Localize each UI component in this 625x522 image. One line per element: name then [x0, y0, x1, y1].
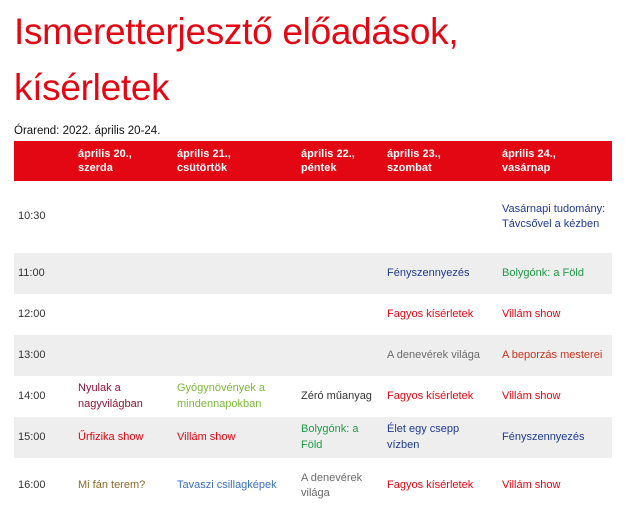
schedule-row — [14, 417, 612, 458]
schedule-cell — [498, 458, 612, 514]
time-column-header — [14, 141, 74, 181]
schedule-cell — [297, 458, 383, 514]
schedule-cell — [297, 417, 383, 458]
schedule-cell — [297, 253, 383, 294]
schedule-cell — [383, 458, 498, 514]
day-header: április 24., vasárnap — [498, 141, 612, 181]
event-link[interactable]: Bolygónk: a Föld — [301, 423, 359, 451]
schedule-cell — [74, 253, 173, 294]
schedule-table — [14, 141, 612, 514]
event-link[interactable]: Tavaszi csillagképek — [177, 479, 277, 492]
time-cell: 14:00 — [18, 389, 46, 402]
schedule-body — [14, 181, 612, 514]
schedule-cell — [74, 376, 173, 417]
event-link[interactable]: Villám show — [177, 430, 236, 443]
day-header: április 23., szombat — [383, 141, 498, 181]
schedule-cell — [74, 294, 173, 335]
event-link[interactable]: Villám show — [502, 479, 561, 492]
schedule-cell — [297, 376, 383, 417]
schedule-header-row — [14, 141, 612, 181]
schedule-row — [14, 335, 612, 376]
schedule-cell — [74, 417, 173, 458]
day-header: április 22., péntek — [297, 141, 383, 181]
schedule-cell — [498, 253, 612, 294]
event-link[interactable]: Villám show — [502, 389, 561, 402]
schedule-cell — [173, 253, 297, 294]
schedule-row — [14, 458, 612, 514]
event-link[interactable]: Nyulak a nagyvilágban — [78, 382, 143, 410]
schedule-cell — [383, 376, 498, 417]
schedule-cell — [383, 294, 498, 335]
schedule-cell — [383, 253, 498, 294]
event-link[interactable]: Mi fán terem? — [78, 479, 146, 492]
schedule-row — [14, 376, 612, 417]
event-link[interactable]: Fényszennyezés — [387, 266, 470, 279]
schedule-row — [14, 294, 612, 335]
event-link[interactable]: Fényszennyezés — [502, 430, 585, 443]
schedule-cell — [498, 417, 612, 458]
event-link[interactable]: Vasárnapi tudomány: Távcsővel a kézben — [502, 202, 606, 230]
time-cell: 16:00 — [18, 479, 46, 492]
schedule-row — [14, 181, 612, 253]
event-link[interactable]: A denevérek világa — [387, 348, 480, 361]
schedule-cell — [173, 376, 297, 417]
schedule-cell — [498, 376, 612, 417]
schedule-row — [14, 253, 612, 294]
event-link[interactable]: Bolygónk: a Föld — [502, 266, 584, 279]
schedule-cell — [173, 335, 297, 376]
schedule-cell — [297, 294, 383, 335]
event-link[interactable]: Fagyos kísérletek — [387, 479, 474, 492]
schedule-cell — [173, 417, 297, 458]
time-cell: 13:00 — [14, 335, 74, 376]
time-cell: 15:00 — [14, 417, 74, 458]
schedule-caption: Órarend: 2022. április 20-24. — [14, 125, 161, 137]
schedule-cell — [74, 335, 173, 376]
schedule-cell — [383, 417, 498, 458]
schedule-cell — [297, 181, 383, 253]
event-link[interactable]: Űrfizika show — [78, 430, 144, 443]
time-cell: 12:00 — [18, 307, 46, 320]
event-link[interactable]: Villám show — [502, 307, 561, 320]
schedule-cell — [297, 335, 383, 376]
event-link[interactable]: Zéró műanyag — [301, 389, 372, 402]
schedule-cell — [173, 458, 297, 514]
schedule-cell — [498, 335, 612, 376]
time-cell: 10:30 — [18, 210, 46, 223]
day-header: április 21., csütörtök — [173, 141, 297, 181]
schedule-cell — [383, 335, 498, 376]
page-title: Ismeretterjesztő előadások, kísérletek — [14, 11, 459, 108]
schedule-cell — [173, 294, 297, 335]
event-link[interactable]: Gyógynövények a mindennapokban — [177, 382, 266, 410]
event-link[interactable]: Fagyos kísérletek — [387, 389, 474, 402]
schedule-cell — [383, 181, 498, 253]
event-link[interactable]: A beporzás mesterei — [502, 348, 603, 361]
time-cell: 11:00 — [14, 253, 74, 294]
event-link[interactable]: Fagyos kísérletek — [387, 307, 474, 320]
event-link[interactable]: Élet egy csepp vízben — [387, 423, 460, 451]
schedule-cell — [74, 181, 173, 253]
event-link[interactable]: A denevérek világa — [301, 471, 363, 499]
day-header: április 20., szerda — [74, 141, 173, 181]
schedule-cell — [173, 181, 297, 253]
schedule-cell — [498, 181, 612, 253]
schedule-cell — [74, 458, 173, 514]
schedule-cell — [498, 294, 612, 335]
